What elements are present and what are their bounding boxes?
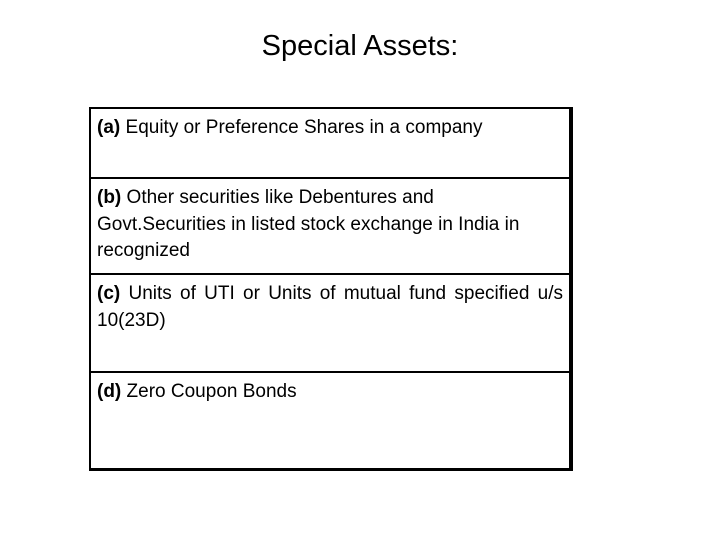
asset-label-b: (b) — [97, 187, 122, 208]
asset-text-a — [97, 115, 563, 142]
special-assets-table — [89, 107, 573, 471]
asset-label-d: (d) — [97, 381, 122, 402]
asset-description-d: Zero Coupon Bonds — [126, 381, 297, 402]
asset-row-a — [91, 109, 569, 179]
slide-title: Special Assets: — [261, 30, 459, 62]
asset-text-c — [97, 281, 563, 334]
asset-label-c: (c) — [97, 283, 121, 304]
asset-row-b — [91, 179, 569, 275]
asset-row-c — [91, 275, 569, 373]
asset-text-d — [97, 379, 563, 406]
asset-row-d — [91, 373, 569, 468]
asset-description-b: Other securities like Debentures and Govt.Securities in listed stock exchange in India in recognized — [97, 187, 520, 261]
asset-description-a: Equity or Preference Shares in a company — [125, 117, 483, 138]
asset-label-a: (a) — [97, 117, 121, 138]
asset-text-b — [97, 185, 563, 265]
asset-description-c: Units of UTI or Units of mutual fund specified u/s 10(23D) — [97, 283, 563, 331]
